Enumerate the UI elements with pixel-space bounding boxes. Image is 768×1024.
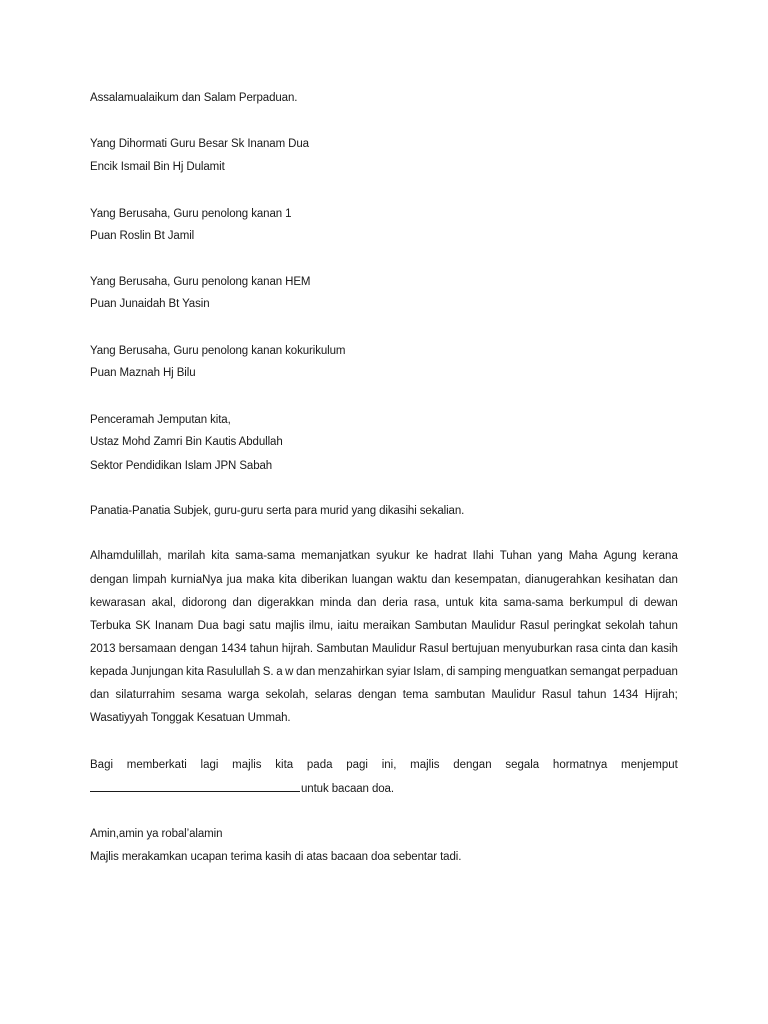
word: didorong xyxy=(181,597,227,609)
word: a xyxy=(276,666,283,678)
word: menjemput xyxy=(620,759,678,771)
word: Agung xyxy=(603,550,637,562)
word: Rasulullah xyxy=(206,666,261,678)
word: lagi xyxy=(200,759,219,771)
honorific-title-2: Yang Berusaha, Guru penolong kanan 1 xyxy=(90,208,292,220)
word: hadrat xyxy=(434,550,467,562)
word: berkumpul xyxy=(569,597,624,609)
word: Rasul xyxy=(541,689,572,701)
word: Islam, xyxy=(413,666,444,678)
word: menyuburkan xyxy=(502,643,573,655)
word: iaitu xyxy=(337,620,359,632)
word: meraikan xyxy=(362,620,411,632)
word: kasih xyxy=(651,643,678,655)
word: Terbuka xyxy=(90,620,131,632)
honorific-title-3: Yang Berusaha, Guru penolong kanan HEM xyxy=(90,276,311,288)
closing-line-2: Majlis merakamkan ucapan terima kasih di atas bacaan doa sebentar tadi. xyxy=(90,851,462,863)
word: Tuhan xyxy=(499,550,532,562)
word: Rasul xyxy=(419,643,449,655)
word: kurniaNya xyxy=(170,574,223,586)
word: Sambutan xyxy=(316,643,369,655)
paragraph-1-line-5 xyxy=(90,642,678,656)
word: memberkati xyxy=(126,759,187,771)
word: luangan xyxy=(351,574,393,586)
word: selaras xyxy=(314,689,352,701)
word: 1434 xyxy=(221,643,247,655)
word: Inanam xyxy=(154,620,194,632)
word: dengan xyxy=(453,759,492,771)
word: Sambutan xyxy=(414,620,468,632)
closing-line-1: Amin,amin ya robal’alamin xyxy=(90,828,223,840)
word: tahun xyxy=(649,620,678,632)
speaker-title: Penceramah Jemputan kita, xyxy=(90,414,231,426)
honorific-name-3: Puan Junaidah Bt Yasin xyxy=(90,298,210,310)
word: syukur xyxy=(376,550,410,562)
word: SK xyxy=(135,620,151,632)
word: S. xyxy=(262,666,274,678)
word: Maulidur xyxy=(471,620,516,632)
word: kita xyxy=(479,597,498,609)
word: tema xyxy=(402,689,429,701)
honorific-name-2: Puan Roslin Bt Jamil xyxy=(90,230,195,242)
word: tahun xyxy=(249,643,279,655)
word: bertujuan xyxy=(451,643,500,655)
word: kerana xyxy=(642,550,678,562)
paragraph-1-line-4 xyxy=(90,619,678,633)
paragraph-1-line-2 xyxy=(90,573,678,587)
fill-in-blank-line xyxy=(90,781,300,792)
word: dewan xyxy=(643,597,678,609)
word: kita xyxy=(278,574,297,586)
paragraph-1-line-8: Wasatiyyah Tonggak Kesatuan Ummah. xyxy=(90,712,291,724)
word: samping xyxy=(457,666,502,678)
word: dan xyxy=(658,574,678,586)
word: Maulidur xyxy=(491,689,536,701)
word: rasa, xyxy=(413,597,440,609)
word: di xyxy=(446,666,456,678)
word: dan xyxy=(296,666,316,678)
paragraph-1-line-3 xyxy=(90,596,678,610)
paragraph-2-line-1 xyxy=(90,758,678,772)
word: kita xyxy=(211,550,230,562)
word: 2013 xyxy=(90,643,116,655)
word: kewarasan xyxy=(90,597,146,609)
word: syiar xyxy=(386,666,411,678)
word: Junjungan xyxy=(130,666,184,678)
word: tahun xyxy=(577,689,607,701)
word: diberikan xyxy=(300,574,348,586)
word: pada xyxy=(306,759,333,771)
word: majlis xyxy=(232,759,262,771)
word: digerakkan xyxy=(257,597,314,609)
word: dan xyxy=(628,643,648,655)
word: ini, xyxy=(381,759,397,771)
speaker-org: Sektor Pendidikan Islam JPN Sabah xyxy=(90,460,273,472)
word: kita xyxy=(275,759,294,771)
word: memanjatkan xyxy=(301,550,371,562)
word: bersamaan xyxy=(118,643,177,655)
word: peringkat xyxy=(553,620,601,632)
word: semangat xyxy=(569,666,621,678)
word: deria xyxy=(382,597,408,609)
word: warga xyxy=(227,689,260,701)
word: Maha xyxy=(568,550,598,562)
word: di xyxy=(629,597,638,609)
word: menzahirkan xyxy=(317,666,384,678)
word: Alhamdulillah, xyxy=(90,550,162,562)
word: dan xyxy=(431,574,451,586)
word: dengan xyxy=(179,643,218,655)
paragraph-2-suffix: untuk bacaan doa. xyxy=(301,783,394,795)
word: majlis xyxy=(410,759,440,771)
word: 1434 xyxy=(612,689,639,701)
word: sama-sama xyxy=(503,597,564,609)
word: segala xyxy=(505,759,540,771)
word: kesempatan, xyxy=(454,574,521,586)
word: Dua xyxy=(197,620,219,632)
honorific-title-1: Yang Dihormati Guru Besar Sk Inanam Dua xyxy=(90,138,309,150)
word: pagi xyxy=(346,759,368,771)
word: dengan xyxy=(90,574,129,586)
word: Ilahi xyxy=(472,550,494,562)
word: sekolah xyxy=(605,620,645,632)
word: perpaduan xyxy=(622,666,678,678)
word: sambutan xyxy=(434,689,486,701)
word: Rasul xyxy=(519,620,550,632)
paragraph-1-line-7 xyxy=(90,688,678,702)
word: limpah xyxy=(132,574,167,586)
greeting-line: Assalamualaikum dan Salam Perpaduan. xyxy=(90,92,298,104)
honorific-name-4: Puan Maznah Hj Bilu xyxy=(90,367,196,379)
word: untuk xyxy=(445,597,474,609)
word: kesihatan xyxy=(605,574,655,586)
word: minda xyxy=(319,597,352,609)
paragraph-2-line-2 xyxy=(90,781,394,796)
word: marilah xyxy=(167,550,206,562)
word: sama-sama xyxy=(235,550,296,562)
word: yang xyxy=(537,550,563,562)
word: menguatkan xyxy=(503,666,568,678)
word: dan xyxy=(357,597,377,609)
word: bagi xyxy=(223,620,245,632)
word: sesama xyxy=(181,689,222,701)
audience-line: Panatia-Panatia Subjek, guru-guru serta para murid yang dikasihi sekalian. xyxy=(90,505,465,517)
word: maka xyxy=(246,574,275,586)
word: cinta xyxy=(601,643,626,655)
speaker-name: Ustaz Mohd Zamri Bin Kautis Abdullah xyxy=(90,436,283,448)
word: silaturrahim xyxy=(115,689,175,701)
word: waktu xyxy=(397,574,428,586)
word: Maulidur xyxy=(371,643,416,655)
word: satu xyxy=(249,620,271,632)
word: rasa xyxy=(575,643,599,655)
word: ke xyxy=(415,550,429,562)
word: sekolah, xyxy=(265,689,309,701)
word: dan xyxy=(90,689,110,701)
word: majlis xyxy=(275,620,305,632)
word: kita xyxy=(185,666,204,678)
paragraph-1-line-1 xyxy=(90,549,678,563)
honorific-name-1: Encik Ismail Bin Hj Dulamit xyxy=(90,161,225,173)
word: hormatnya xyxy=(552,759,608,771)
word: dan xyxy=(232,597,252,609)
word: akal, xyxy=(151,597,176,609)
word: hijrah. xyxy=(281,643,314,655)
honorific-title-4: Yang Berusaha, Guru penolong kanan kokurikulum xyxy=(90,345,346,357)
paragraph-1-line-6 xyxy=(90,665,678,679)
word: dianugerahkan xyxy=(524,574,601,586)
word: Hijrah; xyxy=(644,689,678,701)
word: kepada xyxy=(90,666,128,678)
word: dengan xyxy=(358,689,397,701)
word: jua xyxy=(226,574,243,586)
word: Bagi xyxy=(90,759,114,771)
word: w xyxy=(285,666,294,678)
word: ilmu, xyxy=(308,620,334,632)
